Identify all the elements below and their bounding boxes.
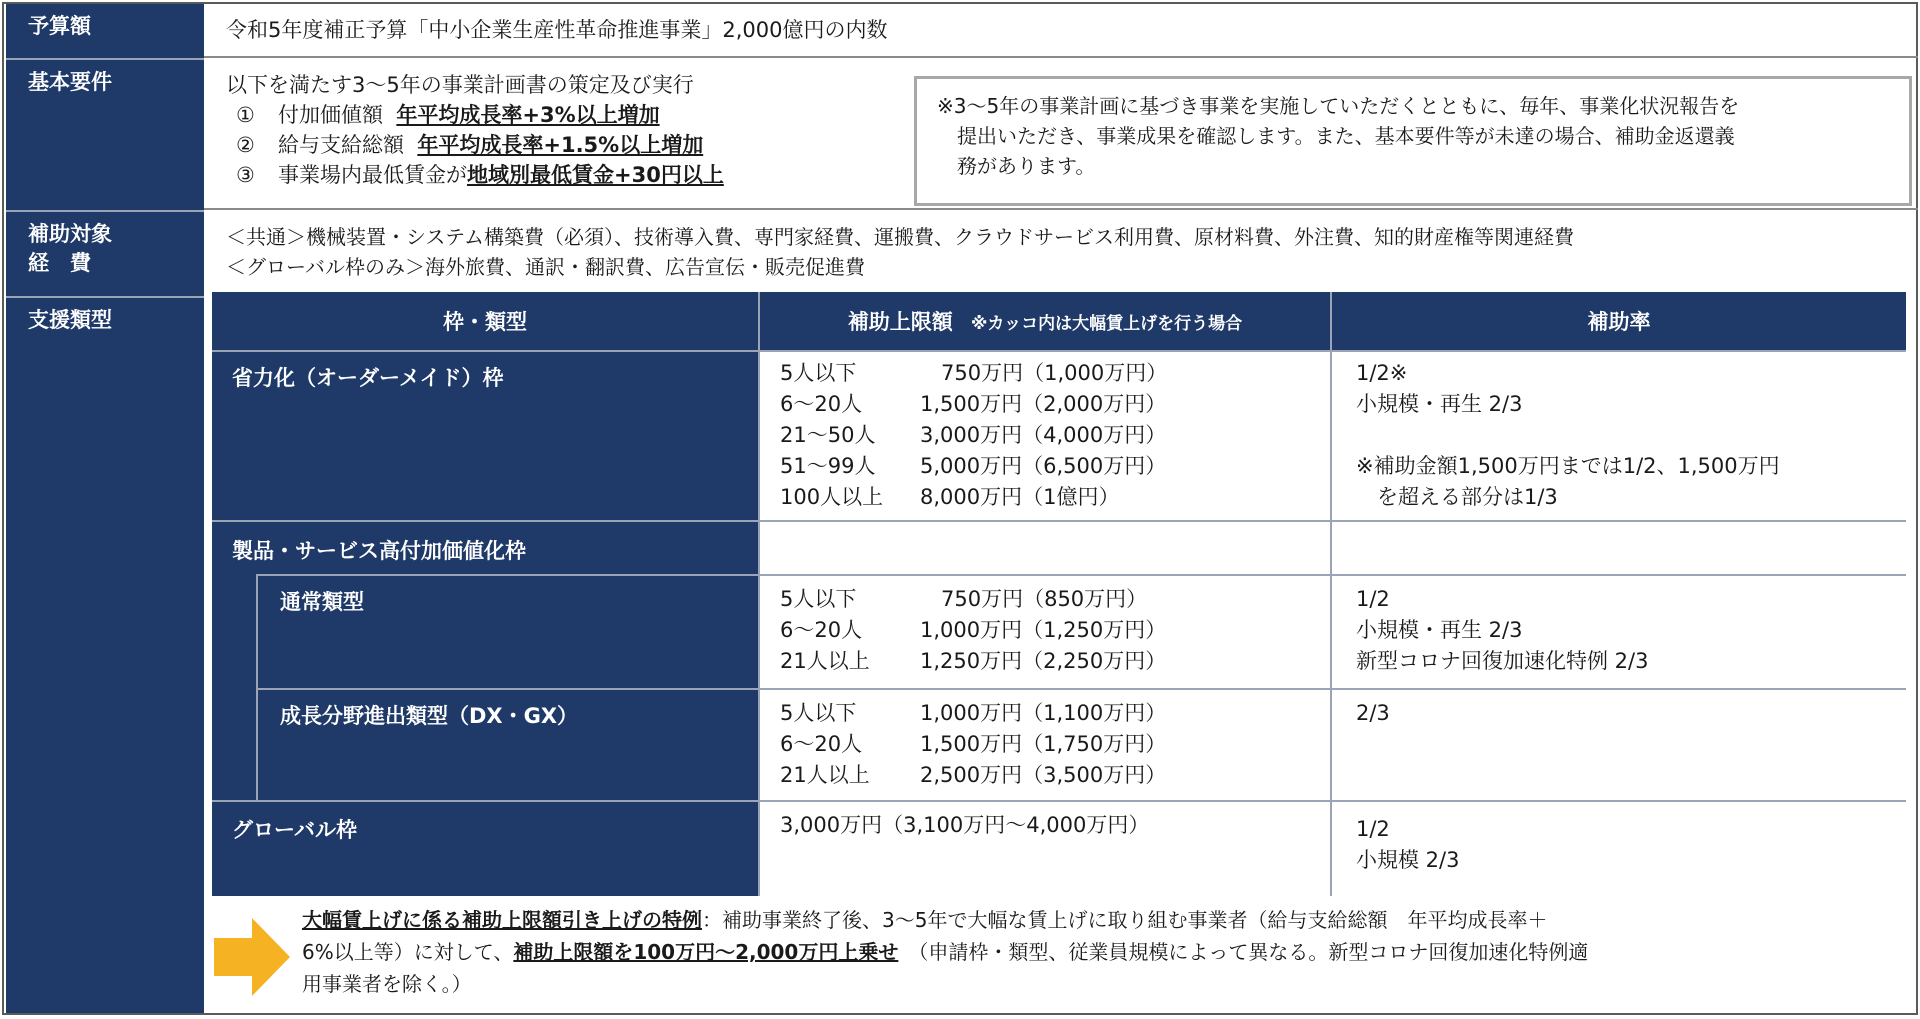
limit-amount: 3,000万円（4,000万円） (920, 423, 1167, 447)
limit-row (780, 615, 1166, 646)
rate-line: 1/2※ (1356, 361, 1408, 385)
rate-line: ※補助金額1,500万円までは1/2、1,500万円 (1356, 454, 1780, 478)
requirements-intro: 以下を満たす3～5年の事業計画書の策定及び実行 (226, 73, 694, 97)
rate-cell (1332, 690, 1906, 800)
rates-seicho (1356, 698, 1390, 729)
limit-size: 6～20人 (780, 392, 863, 416)
type-seihin: 製品・サービス高付加価値化枠 (232, 539, 526, 563)
type-seicho: 成長分野進出類型（DX・GX） (280, 704, 579, 728)
label-expenses-line1: 補助対象 (28, 222, 112, 246)
expenses-global: ＜グローバル枠のみ＞海外旅費、通訳・翻訳費、広告宣伝・販売促進費 (226, 255, 865, 279)
note-line: 提出いただき、事業成果を確認します。また、基本要件等が未達の場合、補助金返還義 (937, 124, 1735, 148)
rates-global (1356, 814, 1459, 876)
rate-line: 1/2 (1356, 817, 1390, 841)
rates-tsujo (1356, 584, 1648, 677)
limit-row (780, 760, 1166, 791)
requirement-number: ③ (236, 163, 255, 187)
budget-text: 令和5年度補正予算「中小企業生産性革命推進事業」2,000億円の内数 (226, 18, 888, 42)
arrow-right-icon (214, 918, 290, 996)
requirements-note (914, 76, 1912, 206)
requirement-target: 年平均成長率+1.5%以上増加 (417, 133, 704, 157)
rates-shoryokuka (1356, 358, 1780, 513)
limit-row (780, 358, 1167, 389)
special-text: ：補助事業終了後、3～5年で大幅な賃上げに取り組む事業者（給与支給総額 年平均成長率＋ (702, 908, 1548, 932)
requirement-item (226, 100, 724, 130)
limit-amount: 8,000万円（1億円） (920, 485, 1120, 509)
limit-size: 21人以上 (780, 649, 870, 673)
note-line: 務があります。 (937, 154, 1096, 178)
special-text: 用事業者を除く。） (302, 972, 472, 996)
limits-seicho (780, 698, 1166, 791)
rate-line: 1/2 (1356, 587, 1390, 611)
requirement-number: ② (236, 133, 255, 157)
type-shoryokuka: 省力化（オーダーメイド）枠 (232, 366, 504, 390)
limit-size: 5人以下 (780, 361, 857, 385)
rate-line (1356, 420, 1780, 451)
limit-row (780, 698, 1166, 729)
rate-line: 小規模・再生 2/3 (1356, 392, 1523, 416)
type-global: グローバル枠 (232, 818, 357, 842)
budget-cell (204, 4, 1918, 58)
header-limit (760, 292, 1330, 350)
label-expenses (6, 212, 204, 296)
requirement-label: 付加価値額 (278, 103, 383, 127)
rate-line: 新型コロナ回復加速化特例 2/3 (1356, 649, 1649, 673)
limit-row (780, 729, 1166, 760)
special-text: 6%以上等）に対して、 (302, 940, 514, 964)
header-limit-text: 補助上限額 (847, 310, 953, 334)
requirement-number: ① (236, 103, 255, 127)
limit-size: 6～20人 (780, 732, 863, 756)
support-types-table (212, 292, 1906, 896)
expenses-common: ＜共通＞機械装置・システム構築費（必須）、技術導入費、専門家経費、運搬費、クラウドサービス利用費、原材料費、外注費、知的財産権等関連経費 (226, 225, 1574, 249)
label-budget-text: 予算額 (28, 14, 91, 38)
note-line: ※3～5年の事業計画に基づき事業を実施していただくとともに、毎年、事業化状況報告を (937, 94, 1740, 118)
header-type (212, 292, 758, 350)
limit-size: 5人以下 (780, 587, 857, 611)
rate-line: 小規模・再生 2/3 (1356, 618, 1523, 642)
limit-amount: 5,000万円（6,500万円） (920, 454, 1167, 478)
limit-row (780, 451, 1167, 482)
requirement-label: 事業場内最低賃金が (278, 163, 467, 187)
requirement-item (226, 160, 724, 190)
limit-amount: 750万円（1,000万円） (920, 361, 1168, 385)
rate-line: 小規模 2/3 (1356, 848, 1460, 872)
label-requirements (6, 60, 204, 210)
limit-size: 51～99人 (780, 454, 876, 478)
label-requirements-text: 基本要件 (28, 70, 112, 94)
limit-row (780, 420, 1167, 451)
label-expenses-line2: 経 費 (28, 251, 91, 275)
header-rate (1332, 292, 1906, 350)
special-bold: 補助上限額を100万円～2,000万円上乗せ (513, 940, 899, 964)
requirement-item (226, 130, 724, 160)
limit-amount: 1,000万円（1,250万円） (920, 618, 1167, 642)
header-limit-note: ※カッコ内は大幅賃上げを行う場合 (970, 313, 1243, 334)
header-type-text: 枠・類型 (443, 310, 527, 334)
limit-amount: 750万円（850万円） (920, 587, 1148, 611)
limit-size: 5人以下 (780, 701, 857, 725)
limits-shoryokuka (780, 358, 1167, 513)
limit-size: 100人以上 (780, 485, 884, 509)
requirement-target: 地域別最低賃金+30円以上 (467, 163, 724, 187)
expenses-cell (204, 212, 1918, 296)
limit-row (780, 482, 1167, 513)
rate-line: 2/3 (1356, 701, 1390, 725)
limit-size: 6～20人 (780, 618, 863, 642)
limit-size: 21～50人 (780, 423, 876, 447)
rate-line: を超える部分は1/3 (1356, 485, 1558, 509)
label-budget (6, 4, 204, 58)
special-text: （申請枠・類型、従業員規模によって異なる。新型コロナ回復加速化特例適 (898, 940, 1589, 964)
expenses-list (226, 222, 1574, 282)
limit-amount: 2,500万円（3,500万円） (920, 763, 1167, 787)
limit-amount: 1,000万円（1,100万円） (920, 701, 1167, 725)
limit-global: 3,000万円（3,100万円～4,000万円） (780, 813, 1150, 837)
limit-size: 21人以上 (780, 763, 870, 787)
limit-amount: 1,500万円（1,750万円） (920, 732, 1167, 756)
limit-cell-empty (760, 522, 1330, 574)
requirement-target: 年平均成長率+3%以上増加 (396, 103, 660, 127)
sub-category-strip (212, 574, 256, 800)
limit-row (780, 389, 1167, 420)
limit-row (780, 584, 1166, 615)
header-rate-text: 補助率 (1587, 310, 1651, 334)
rate-cell-empty (1332, 522, 1906, 574)
special-provision (302, 904, 1902, 1000)
type-tsujo: 通常類型 (280, 590, 364, 614)
label-support-types-text: 支援類型 (28, 308, 112, 332)
limit-amount: 1,250万円（2,250万円） (920, 649, 1167, 673)
limit-row (780, 646, 1166, 677)
limit-amount: 1,500万円（2,000万円） (920, 392, 1167, 416)
special-title: 大幅賃上げに係る補助上限額引き上げの特例 (302, 908, 702, 932)
limits-tsujo (780, 584, 1166, 677)
requirement-label: 給与支給総額 (278, 133, 404, 157)
label-support-types (6, 298, 204, 1013)
requirements-list (226, 70, 724, 190)
